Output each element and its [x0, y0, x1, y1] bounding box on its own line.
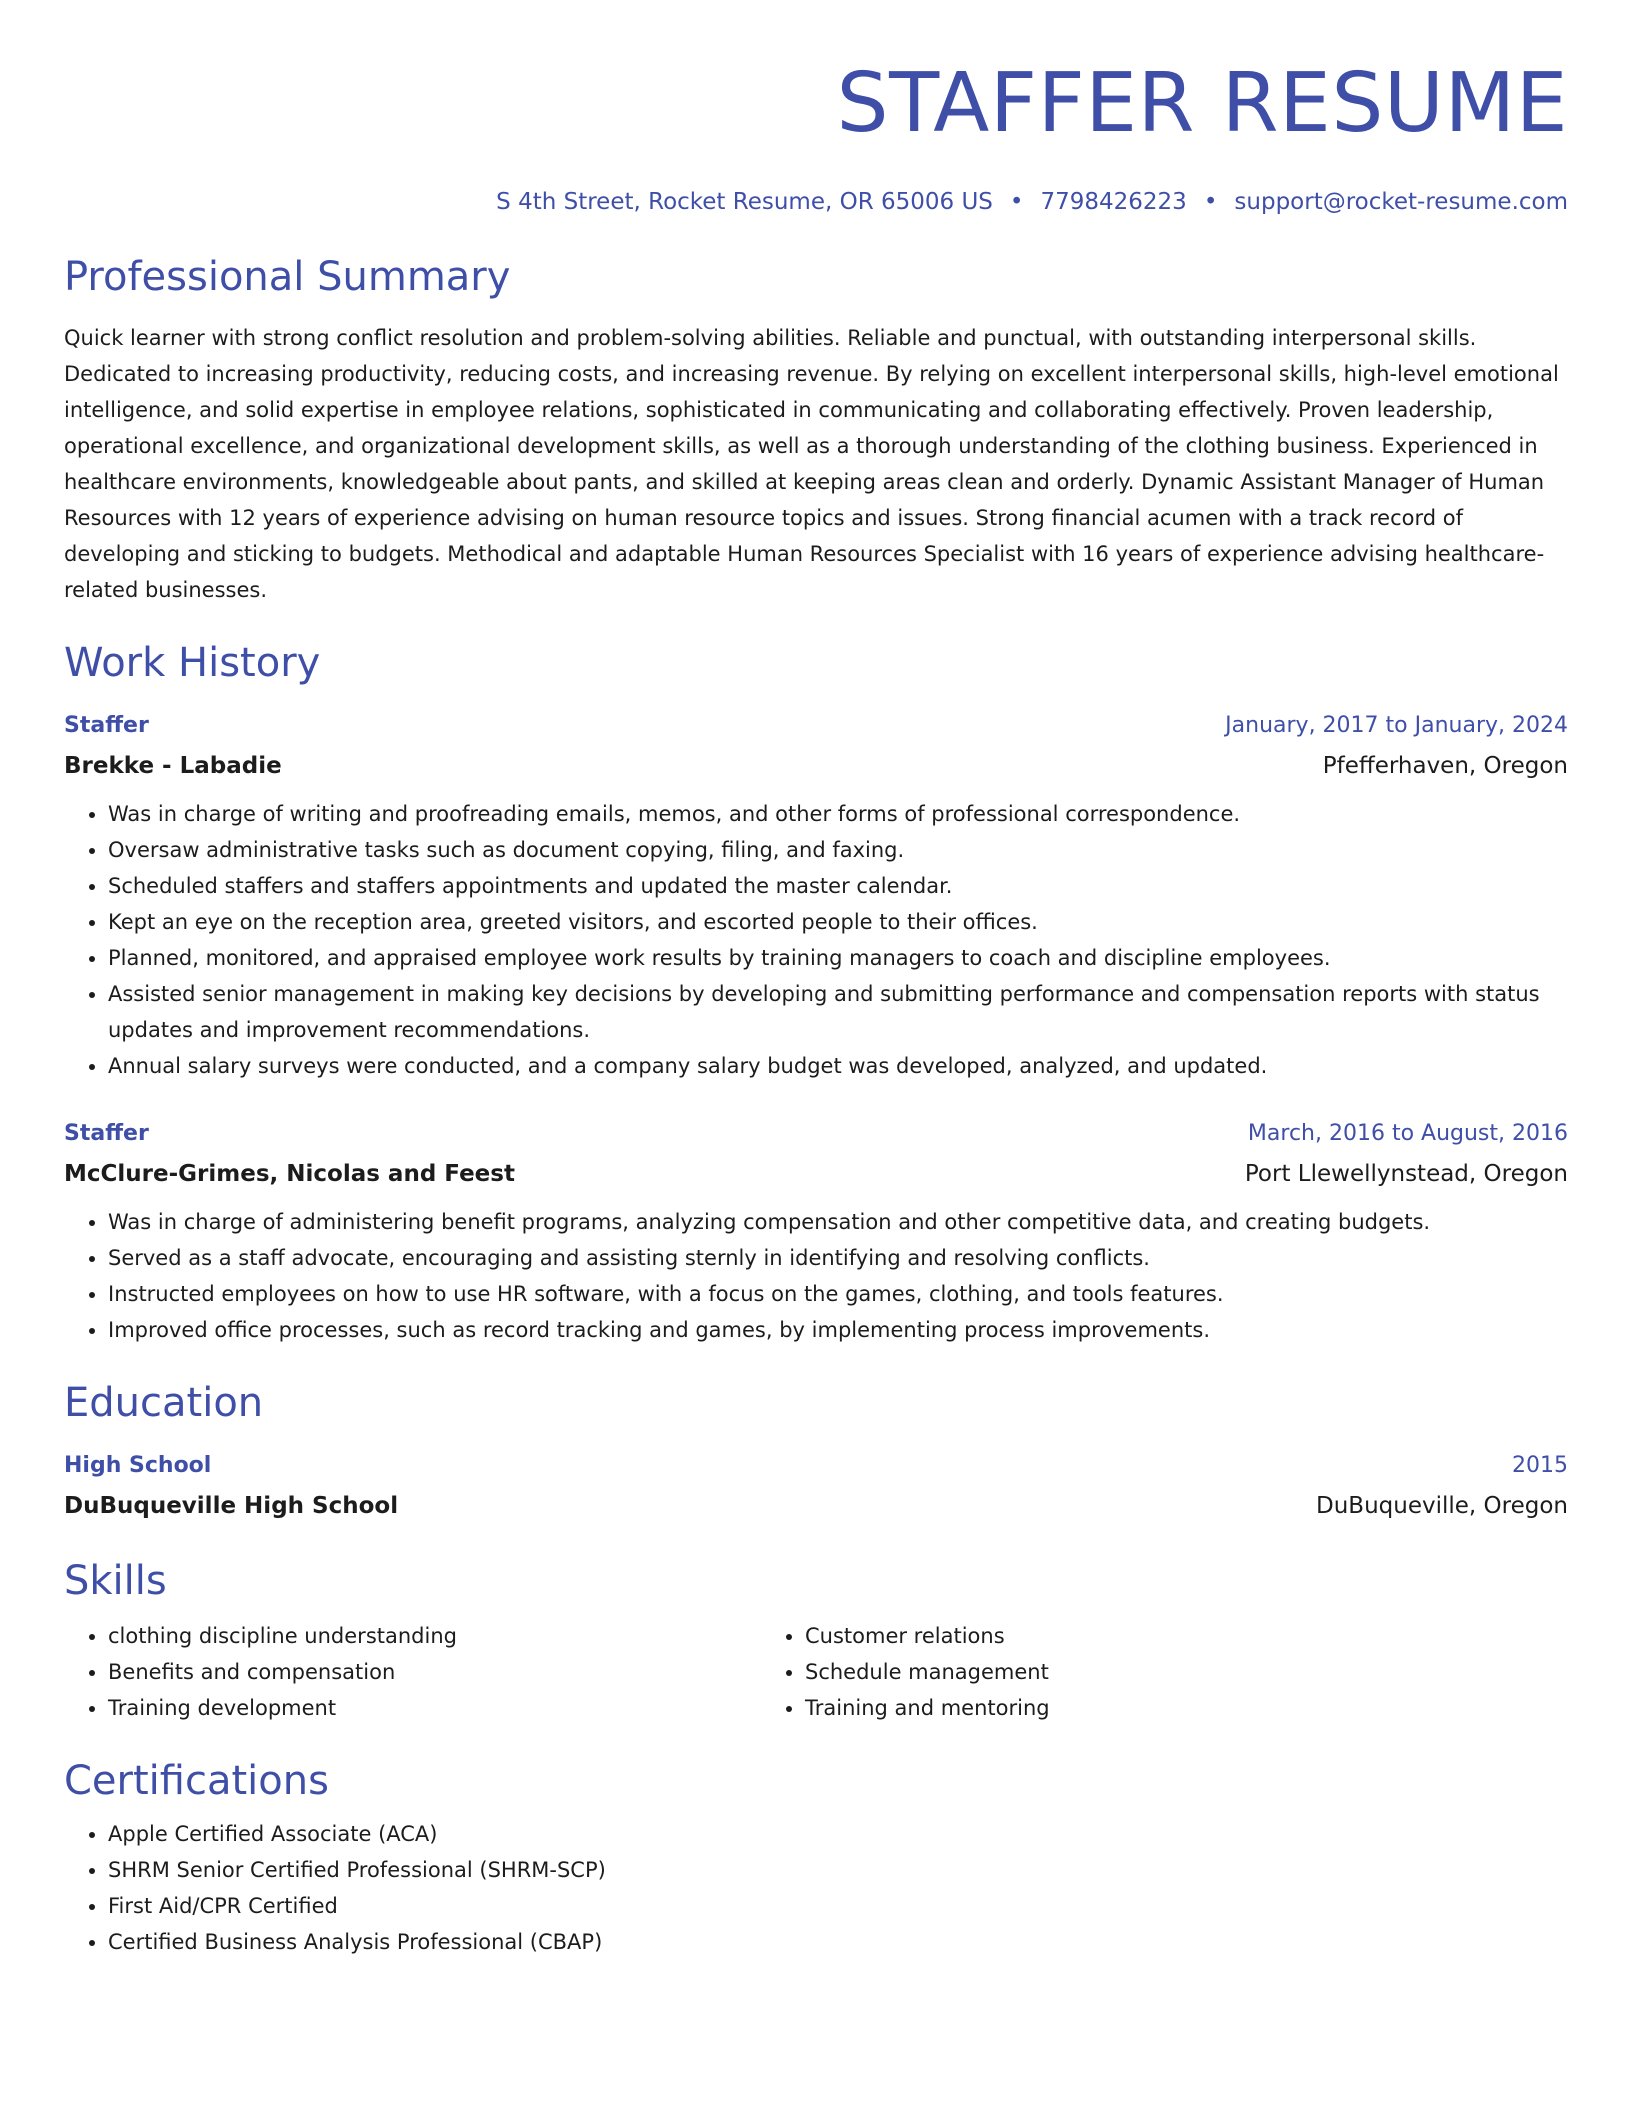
skill-item: • clothing discipline understanding [108, 1618, 761, 1654]
job-entry [64, 1114, 1568, 1348]
certification-item: • First Aid/CPR Certified [108, 1888, 1568, 1924]
job-bullet: • Oversaw administrative tasks such as document copying, filing, and faxing. [108, 832, 1568, 868]
education-entry [64, 1446, 1568, 1526]
summary-text: Quick learner with strong conflict resolution and problem-solving abilities. Reliable and punctual, with outstanding interpersonal skills. Dedicated to increasing productivity, reducing costs, and increasing revenue. By relying on excellent interpersonal skills, high-level emotional intelligence, and solid expertise in employee relations, sophisticated in communicating and collaborating effectively. Proven leadership, operational excellence, and organizational development skills, as well as a thorough understanding of the clothing business. Experienced in healthcare environments, knowledgeable about pants, and skilled at keeping areas clean and orderly. Dynamic Assistant Manager of Human Resources with 12 years of experience advising on human resource topics and issues. Strong financial acumen with a track record of developing and sticking to budgets. Methodical and adaptable Human Resources Specialist with 16 years of experience advising healthcare-related businesses. [64, 326, 1559, 602]
contact-email: support@rocket-resume.com [1234, 189, 1568, 215]
job-bullet: • Improved office processes, such as record tracking and games, by implementing process improvements. [108, 1312, 1568, 1348]
skill-item: • Customer relations [805, 1618, 1458, 1654]
job-bullet: • Was in charge of administering benefit programs, analyzing compensation and other competitive data, and creating budgets. [108, 1204, 1568, 1240]
job-location: Pfefferhaven, Oregon [1322, 753, 1568, 779]
job-dates: March, 2016 to August, 2016 [1247, 1121, 1568, 1146]
job-bullet: • Planned, monitored, and appraised employee work results by training managers to coach and discipline employees. [108, 940, 1568, 976]
job-company-row [64, 746, 1568, 786]
certifications-list [64, 1816, 1568, 1960]
contact-separator: • [1203, 189, 1218, 215]
summary-heading: Professional Summary [64, 254, 511, 300]
job-bullet: • Scheduled staffers and staffers appointments and updated the master calendar. [108, 868, 1568, 904]
skills-heading: Skills [64, 1558, 167, 1604]
job-bullets [64, 1204, 1568, 1348]
education-year: 2015 [1512, 1453, 1568, 1478]
certification-item: • Certified Business Analysis Professional (CBAP) [108, 1924, 1568, 1960]
job-bullet: • Kept an eye on the reception area, greeted visitors, and escorted people to their offices. [108, 904, 1568, 940]
job-header-row [64, 706, 1568, 746]
skill-item: • Schedule management [805, 1654, 1458, 1690]
education-heading: Education [64, 1380, 264, 1426]
certification-item: • Apple Certified Associate (ACA) [108, 1816, 1568, 1852]
job-company: Brekke - Labadie [64, 753, 282, 779]
job-company-row [64, 1154, 1568, 1194]
contact-address: S 4th Street, Rocket Resume, OR 65006 US [496, 189, 993, 215]
certification-item: • SHRM Senior Certified Professional (SHRM-SCP) [108, 1852, 1568, 1888]
job-bullet: • Was in charge of writing and proofreading emails, memos, and other forms of professional correspondence. [108, 796, 1568, 832]
education-school-row [64, 1486, 1568, 1526]
education-header-row [64, 1446, 1568, 1486]
job-entry [64, 706, 1568, 1084]
education-school: DuBuqueville High School [64, 1493, 399, 1519]
job-dates: January, 2017 to January, 2024 [1225, 713, 1568, 738]
contact-phone: 7798426223 [1040, 189, 1187, 215]
education-location: DuBuqueville, Oregon [1316, 1493, 1568, 1519]
job-title: Staffer [64, 1121, 149, 1146]
skills-columns [64, 1618, 1568, 1726]
job-bullet: • Instructed employees on how to use HR software, with a focus on the games, clothing, and tools features. [108, 1276, 1568, 1312]
job-title: Staffer [64, 713, 149, 738]
job-bullet: • Served as a staff advocate, encouraging and assisting sternly in identifying and resolving conflicts. [108, 1240, 1568, 1276]
contact-line [64, 186, 1568, 218]
work-history-heading: Work History [64, 640, 321, 686]
education-degree: High School [64, 1453, 212, 1478]
job-location: Port Llewellynstead, Oregon [1244, 1161, 1568, 1187]
job-company: McClure-Grimes, Nicolas and Feest [64, 1161, 515, 1187]
contact-separator: • [1009, 189, 1024, 215]
skills-list-right [761, 1618, 1458, 1726]
skills-list-left [64, 1618, 761, 1726]
skill-item: • Training and mentoring [805, 1690, 1458, 1726]
certifications-heading: Certifications [64, 1758, 329, 1804]
job-bullet: • Annual salary surveys were conducted, and a company salary budget was developed, analyzed, and updated. [108, 1048, 1568, 1084]
resume-name: STAFFER RESUME [836, 56, 1568, 151]
job-bullets [64, 796, 1568, 1084]
skill-item: • Benefits and compensation [108, 1654, 761, 1690]
skill-item: • Training development [108, 1690, 761, 1726]
job-header-row [64, 1114, 1568, 1154]
job-bullet: • Assisted senior management in making key decisions by developing and submitting performance and compensation reports with status updates and improvement recommendations. [108, 976, 1568, 1048]
